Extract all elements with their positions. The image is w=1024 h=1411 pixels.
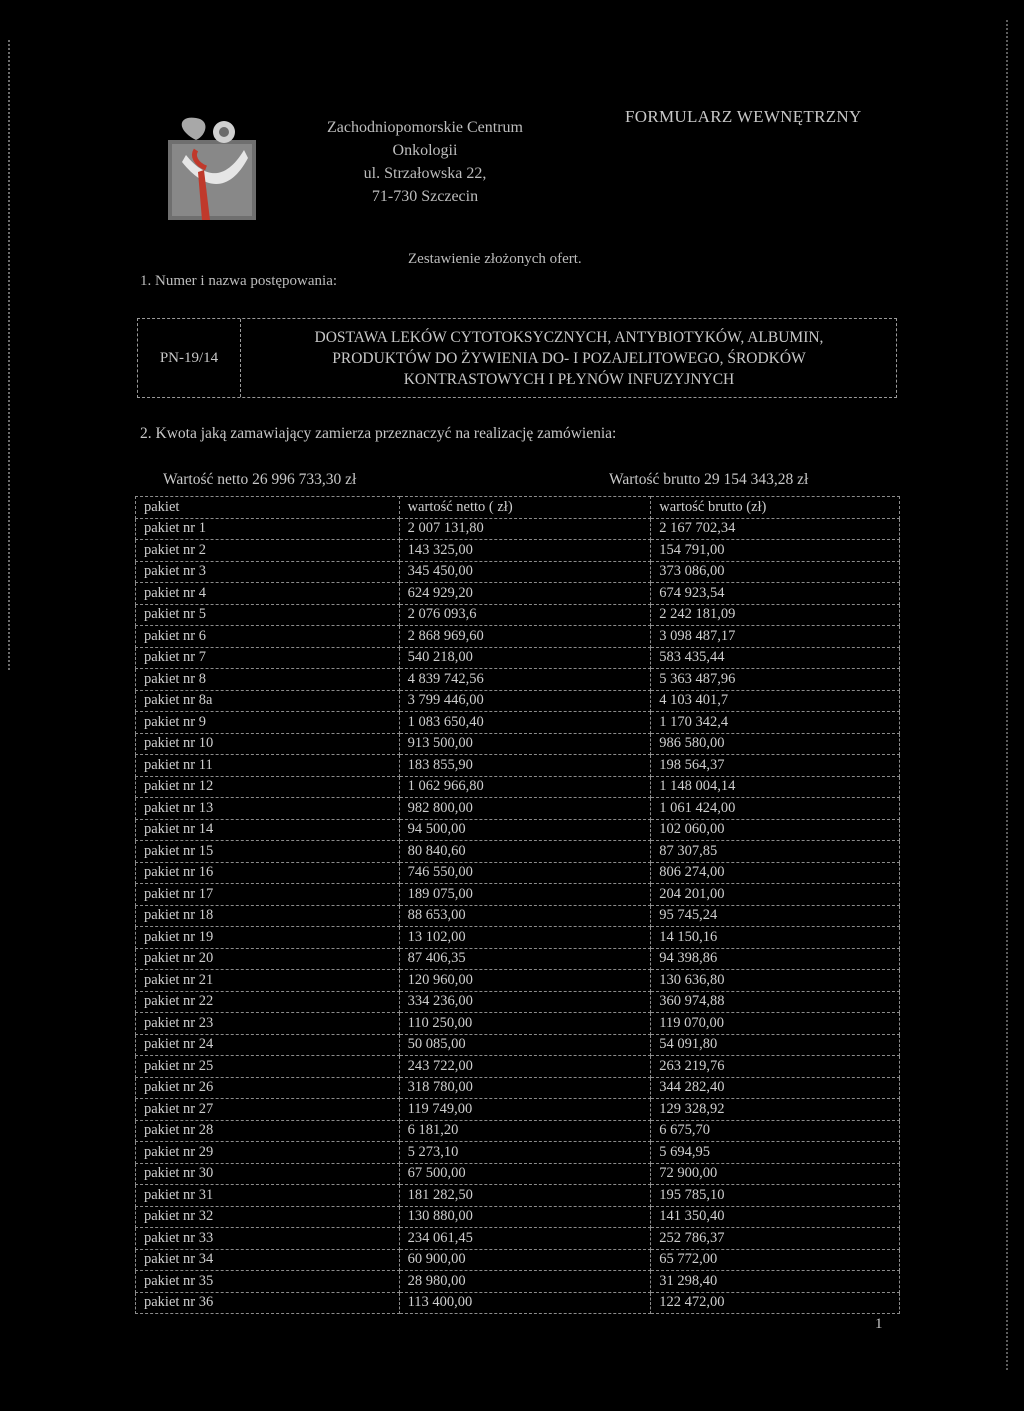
- table-row: [136, 1077, 900, 1099]
- procedure-title: [242, 319, 896, 397]
- net-value-cell: 113 400,00: [399, 1292, 651, 1314]
- table-row: [136, 1292, 900, 1314]
- table-row: [136, 1120, 900, 1142]
- gross-value-cell: 344 282,40: [651, 1077, 900, 1099]
- package-cell: pakiet nr 18: [136, 905, 400, 927]
- table-row: [136, 733, 900, 755]
- table-row: [136, 1185, 900, 1207]
- scan-edge-right: [998, 20, 1008, 1370]
- package-cell: pakiet nr 24: [136, 1034, 400, 1056]
- net-value-cell: 130 880,00: [399, 1206, 651, 1228]
- gross-value-cell: 204 201,00: [651, 884, 900, 906]
- net-total: Wartość netto 26 996 733,30 zł: [163, 471, 357, 488]
- gross-value-cell: 806 274,00: [651, 862, 900, 884]
- gross-value-cell: 122 472,00: [651, 1292, 900, 1314]
- gross-value-cell: 986 580,00: [651, 733, 900, 755]
- gross-value-cell: 2 167 702,34: [651, 518, 900, 540]
- table-row: [136, 1034, 900, 1056]
- table-row: [136, 798, 900, 820]
- table-row: [136, 841, 900, 863]
- gross-value-cell: 4 103 401,7: [651, 690, 900, 712]
- package-cell: pakiet nr 29: [136, 1142, 400, 1164]
- gross-value-cell: 1 148 004,14: [651, 776, 900, 798]
- institution-street: ul. Strzałowska 22,: [363, 165, 487, 182]
- net-value-cell: 913 500,00: [399, 733, 651, 755]
- package-cell: pakiet nr 32: [136, 1206, 400, 1228]
- net-value-cell: 28 980,00: [399, 1271, 651, 1293]
- table-row: [136, 561, 900, 583]
- package-cell: pakiet nr 21: [136, 970, 400, 992]
- table-header-row: [136, 497, 900, 519]
- gross-value-cell: 360 974,88: [651, 991, 900, 1013]
- package-cell: pakiet nr 8: [136, 669, 400, 691]
- package-cell: pakiet nr 12: [136, 776, 400, 798]
- net-value-cell: 1 062 966,80: [399, 776, 651, 798]
- table-row: [136, 948, 900, 970]
- gross-value-cell: 583 435,44: [651, 647, 900, 669]
- net-value-cell: 60 900,00: [399, 1249, 651, 1271]
- gross-value-cell: 87 307,85: [651, 841, 900, 863]
- institution-name-line1: Zachodniopomorskie Centrum: [327, 119, 523, 136]
- net-value-cell: 189 075,00: [399, 884, 651, 906]
- net-value-cell: 4 839 742,56: [399, 669, 651, 691]
- gross-value-cell: 5 363 487,96: [651, 669, 900, 691]
- package-cell: pakiet nr 34: [136, 1249, 400, 1271]
- procedure-title-line1: DOSTAWA LEKÓW CYTOTOKSYCZNYCH, ANTYBIOTYKÓW, ALBUMIN,: [314, 328, 824, 346]
- gross-value-cell: 72 900,00: [651, 1163, 900, 1185]
- net-value-cell: 50 085,00: [399, 1034, 651, 1056]
- net-value-cell: 234 061,45: [399, 1228, 651, 1250]
- page-number: 1: [875, 1316, 883, 1332]
- package-cell: pakiet nr 15: [136, 841, 400, 863]
- package-cell: pakiet nr 10: [136, 733, 400, 755]
- gross-value-cell: 195 785,10: [651, 1185, 900, 1207]
- net-value-cell: 13 102,00: [399, 927, 651, 949]
- gross-value-cell: 95 745,24: [651, 905, 900, 927]
- net-value-cell: 2 868 969,60: [399, 626, 651, 648]
- package-cell: pakiet nr 25: [136, 1056, 400, 1078]
- table-row: [136, 1056, 900, 1078]
- gross-value-cell: 6 675,70: [651, 1120, 900, 1142]
- package-cell: pakiet nr 35: [136, 1271, 400, 1293]
- table-row: [136, 1249, 900, 1271]
- table-row: [136, 583, 900, 605]
- net-value-cell: 334 236,00: [399, 991, 651, 1013]
- gross-value-cell: 674 923,54: [651, 583, 900, 605]
- table-row: [136, 884, 900, 906]
- package-cell: pakiet nr 20: [136, 948, 400, 970]
- table-row: [136, 755, 900, 777]
- net-value-cell: 5 273,10: [399, 1142, 651, 1164]
- net-value-cell: 120 960,00: [399, 970, 651, 992]
- package-cell: pakiet nr 9: [136, 712, 400, 734]
- package-cell: pakiet nr 2: [136, 540, 400, 562]
- package-cell: pakiet nr 28: [136, 1120, 400, 1142]
- package-value-table: [135, 496, 900, 1314]
- gross-value-cell: 129 328,92: [651, 1099, 900, 1121]
- package-cell: pakiet nr 36: [136, 1292, 400, 1314]
- oncology-center-logo-icon: [166, 110, 258, 222]
- header-package: pakiet: [136, 497, 400, 519]
- gross-value-cell: 102 060,00: [651, 819, 900, 841]
- gross-value-cell: 65 772,00: [651, 1249, 900, 1271]
- table-row: [136, 540, 900, 562]
- net-value-cell: 982 800,00: [399, 798, 651, 820]
- package-cell: pakiet nr 4: [136, 583, 400, 605]
- package-cell: pakiet nr 22: [136, 991, 400, 1013]
- package-cell: pakiet nr 27: [136, 1099, 400, 1121]
- net-value-cell: 624 929,20: [399, 583, 651, 605]
- net-value-cell: 87 406,35: [399, 948, 651, 970]
- package-cell: pakiet nr 6: [136, 626, 400, 648]
- procedure-title-line3: KONTRASTOWYCH I PŁYNÓW INFUZYJNYCH: [403, 370, 735, 388]
- gross-total: Wartość brutto 29 154 343,28 zł: [609, 471, 809, 488]
- net-value-cell: 3 799 446,00: [399, 690, 651, 712]
- procedure-box: [137, 318, 897, 398]
- package-cell: pakiet nr 16: [136, 862, 400, 884]
- table-row: [136, 776, 900, 798]
- net-value-cell: 2 007 131,80: [399, 518, 651, 540]
- net-value-cell: 1 083 650,40: [399, 712, 651, 734]
- table-row: [136, 819, 900, 841]
- package-cell: pakiet nr 8a: [136, 690, 400, 712]
- gross-value-cell: 14 150,16: [651, 927, 900, 949]
- table-row: [136, 626, 900, 648]
- header-gross-value: wartość brutto (zł): [651, 497, 900, 519]
- gross-value-cell: 263 219,76: [651, 1056, 900, 1078]
- table-row: [136, 647, 900, 669]
- package-cell: pakiet nr 7: [136, 647, 400, 669]
- gross-value-cell: 54 091,80: [651, 1034, 900, 1056]
- table-row: [136, 1228, 900, 1250]
- package-cell: pakiet nr 14: [136, 819, 400, 841]
- table-row: [136, 1206, 900, 1228]
- net-value-cell: 243 722,00: [399, 1056, 651, 1078]
- gross-value-cell: 198 564,37: [651, 755, 900, 777]
- table-row: [136, 712, 900, 734]
- summary-title: Zestawienie złożonych ofert.: [408, 251, 582, 267]
- table-row: [136, 1013, 900, 1035]
- table-body: [136, 518, 900, 1314]
- net-value-cell: 181 282,50: [399, 1185, 651, 1207]
- scan-edge-left: [8, 40, 34, 670]
- package-cell: pakiet nr 26: [136, 1077, 400, 1099]
- package-cell: pakiet nr 19: [136, 927, 400, 949]
- table-row: [136, 1142, 900, 1164]
- net-value-cell: 119 749,00: [399, 1099, 651, 1121]
- gross-value-cell: 373 086,00: [651, 561, 900, 583]
- gross-value-cell: 1 061 424,00: [651, 798, 900, 820]
- institution-city: 71-730 Szczecin: [371, 188, 479, 205]
- institution-name-line2: Onkologii: [392, 142, 458, 159]
- table-row: [136, 905, 900, 927]
- section1-label: 1. Numer i nazwa postępowania:: [140, 273, 338, 289]
- net-value-cell: 540 218,00: [399, 647, 651, 669]
- gross-value-cell: 252 786,37: [651, 1228, 900, 1250]
- gross-value-cell: 119 070,00: [651, 1013, 900, 1035]
- procedure-title-line2: PRODUKTÓW DO ŻYWIENIA DO- I POZAJELITOWEGO, ŚRODKÓW: [332, 349, 806, 367]
- net-value-cell: 67 500,00: [399, 1163, 651, 1185]
- gross-value-cell: 141 350,40: [651, 1206, 900, 1228]
- gross-value-cell: 94 398,86: [651, 948, 900, 970]
- gross-value-cell: 154 791,00: [651, 540, 900, 562]
- gross-value-cell: 31 298,40: [651, 1271, 900, 1293]
- package-cell: pakiet nr 17: [136, 884, 400, 906]
- table-row: [136, 862, 900, 884]
- table-row: [136, 927, 900, 949]
- net-value-cell: 88 653,00: [399, 905, 651, 927]
- package-cell: pakiet nr 11: [136, 755, 400, 777]
- table-row: [136, 1271, 900, 1293]
- form-label: FORMULARZ WEWNĘTRZNY: [625, 107, 862, 126]
- table-row: [136, 690, 900, 712]
- gross-value-cell: 5 694,95: [651, 1142, 900, 1164]
- table-row: [136, 970, 900, 992]
- table-row: [136, 1099, 900, 1121]
- net-value-cell: 94 500,00: [399, 819, 651, 841]
- net-value-cell: 80 840,60: [399, 841, 651, 863]
- gross-value-cell: 1 170 342,4: [651, 712, 900, 734]
- table-row: [136, 604, 900, 626]
- package-cell: pakiet nr 1: [136, 518, 400, 540]
- package-cell: pakiet nr 13: [136, 798, 400, 820]
- package-cell: pakiet nr 33: [136, 1228, 400, 1250]
- package-cell: pakiet nr 23: [136, 1013, 400, 1035]
- table-row: [136, 669, 900, 691]
- net-value-cell: 746 550,00: [399, 862, 651, 884]
- net-value-cell: 2 076 093,6: [399, 604, 651, 626]
- institution-address: [290, 116, 560, 208]
- table-row: [136, 1163, 900, 1185]
- header-net-value: wartość netto ( zł): [399, 497, 651, 519]
- net-value-cell: 183 855,90: [399, 755, 651, 777]
- package-cell: pakiet nr 31: [136, 1185, 400, 1207]
- procedure-number: PN-19/14: [138, 319, 241, 397]
- net-value-cell: 345 450,00: [399, 561, 651, 583]
- gross-value-cell: 130 636,80: [651, 970, 900, 992]
- net-value-cell: 318 780,00: [399, 1077, 651, 1099]
- net-value-cell: 143 325,00: [399, 540, 651, 562]
- section2-label: 2. Kwota jaką zamawiający zamierza przeznaczyć na realizację zamówienia:: [140, 425, 617, 442]
- table-row: [136, 991, 900, 1013]
- package-cell: pakiet nr 5: [136, 604, 400, 626]
- net-value-cell: 6 181,20: [399, 1120, 651, 1142]
- package-cell: pakiet nr 3: [136, 561, 400, 583]
- gross-value-cell: 2 242 181,09: [651, 604, 900, 626]
- package-cell: pakiet nr 30: [136, 1163, 400, 1185]
- gross-value-cell: 3 098 487,17: [651, 626, 900, 648]
- table-row: [136, 518, 900, 540]
- net-value-cell: 110 250,00: [399, 1013, 651, 1035]
